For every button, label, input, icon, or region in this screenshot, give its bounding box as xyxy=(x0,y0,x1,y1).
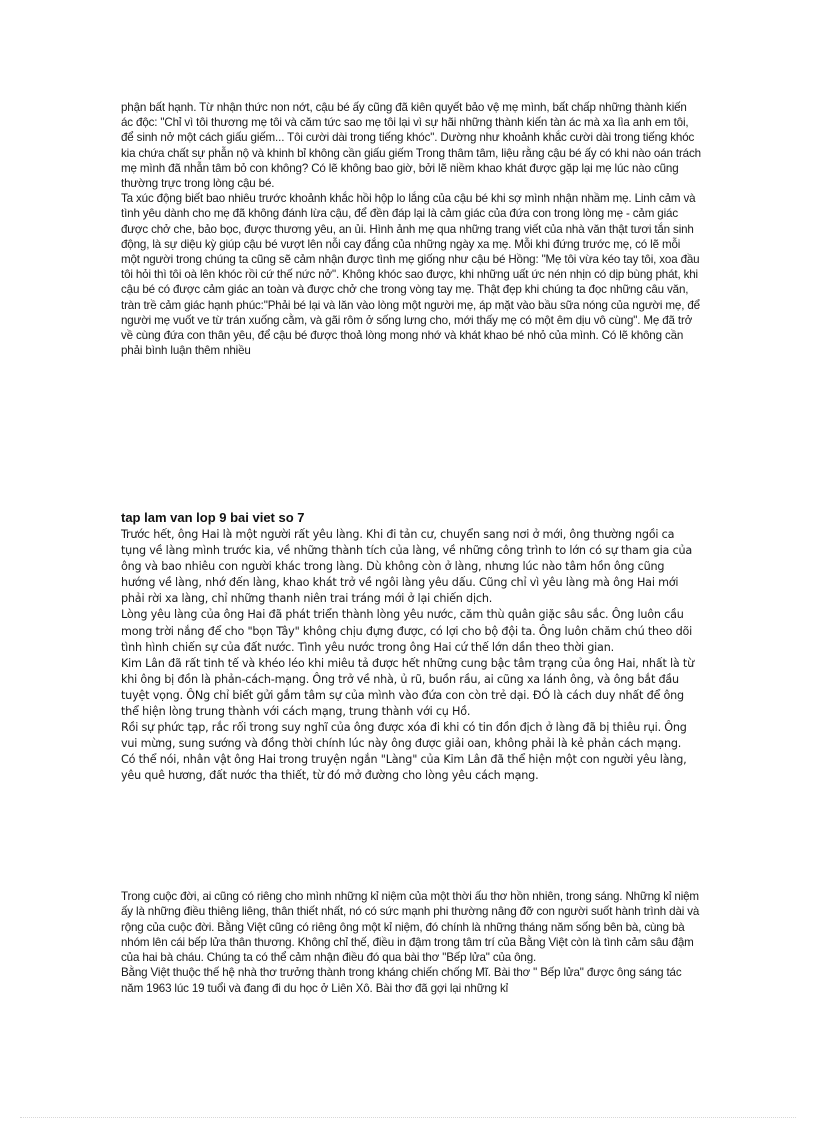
paragraph: Lòng yêu làng của ông Hai đã phát triển thành lòng yêu nước, căm thù quân giặc sâu sắc. Ông luôn cầu mong trời nắng để cho "bọn Tây" không chịu đựng được, có lợi cho bộ đội ta. Ông luôn chăm chú theo dõi tình hình chiến sự của đất nước. Tình yêu nước trong ông Hai cứ thế lớn dần theo thời gian. xyxy=(121,608,693,654)
paragraph: Ta xúc động biết bao nhiêu trước khoảnh khắc hồi hộp lo lắng của cậu bé khi sợ mình nhận nhầm mẹ. Linh cảm và tình yêu dành cho mẹ đã không đánh lừa cậu, để đền đáp lại là cảm giác của đứa con trong lòng mẹ - cảm giác được chở che, bảo bọc, được thương yêu, an ủi. Hình ảnh mẹ qua những trang viết của nhà văn thật tươi tắn sinh động, là sự diệu kỳ giúp cậu bé vượt lên nỗi cay đắng của những ngày xa mẹ. Mỗi khi đứng trước mẹ, có lẽ mỗi một người trong chúng ta cũng sẽ cảm nhận được tình mẹ giống như cậu bé Hồng: "Mẹ tôi vừa kéo tay tôi, xoa đầu tôi hỏi thì tôi oà lên khóc rồi cứ thế nức nở". Không khóc sao được, khi những uất ức nén nhịn có dịp bùng phát, khi cậu bé có được cảm giác an toàn và được chở che trong vòng tay mẹ. Thật đẹp khi chúng ta đọc những câu văn, tràn trề cảm giác hạnh phúc:"Phải bé lại và lăn vào lòng một người mẹ, áp mặt vào bầu sữa nóng của người mẹ, để người mẹ vuốt ve từ trán xuống cằm, và gãi rôm ở sống lưng cho, mới thấy mẹ có một êm dịu vô cùng". Mẹ đã trở về cùng đứa con thân yêu, để cậu bé được thoả lòng mong nhớ và khát khao bé nhỏ của mình. Có lẽ không cần phải bình luận thêm nhiều xyxy=(121,192,700,358)
essay-section-3 xyxy=(121,889,703,996)
paragraph: Trước hết, ông Hai là một người rất yêu làng. Khi đi tản cư, chuyển sang nơi ở mới, ông thường ngồi ca tụng về làng mình trước kia, về những thành tích của làng, về những công trình to lớn có sự tham gia của ông và bao nhiêu con người khác trong làng. Dù không còn ở làng, nhưng lúc nào tâm hồn ông cũng hướng về làng, nhớ đến làng, khao khát trở về ngôi làng yêu dấu. Cũng chỉ vì yêu làng mà ông Hai mới phải rời xa làng, chỉ những thanh niên trai tráng mới ở lại chiến dịch. xyxy=(121,528,693,606)
essay-section-2 xyxy=(121,527,699,785)
section-heading: tap lam van lop 9 bai viet so 7 xyxy=(121,510,305,525)
paragraph: Trong cuộc đời, ai cũng có riêng cho mình những kỉ niệm của một thời ấu thơ hồn nhiên, trong sáng. Những kỉ niệm ấy là những điều thiêng liêng, thân thiết nhất, nó có sức mạnh phi thường nâng đỡ con người suốt hành trình dài và rộng của cuộc đời. Bằng Việt cũng có riêng ông một kỉ niệm, đó chính là những tháng năm sống bên bà, cùng bà nhóm lên cái bếp lửa thân thương. Không chỉ thế, điều in đậm trong tâm trí của Bằng Việt còn là tình cảm sâu đậm của hai bà cháu. Chúng ta có thể cảm nhận điều đó qua bài thơ "Bếp lửa" của ông. xyxy=(121,890,700,965)
page-bottom-divider xyxy=(20,1117,796,1118)
paragraph: phận bất hạnh. Từ nhận thức non nớt, cậu bé ấy cũng đã kiên quyết bảo vệ mẹ mình, bất chấp những thành kiến ác độc: "Chỉ vì tôi thương mẹ tôi và căm tức sao mẹ tôi lại vì sự hãi những thành kiến tàn ác mà xa lìa anh em tôi, để sinh nở một cách giấu giếm... Tôi cười dài trong tiếng khóc". Dường như khoảnh khắc cười dài trong tiếng khóc kia chứa chất sự phẫn nộ và khinh bỉ không cần giấu giếm Trong thâm tâm, liệu rằng cậu bé ấy có khi nào oán trách mẹ mình đã nhẫn tâm bỏ con không? Có lẽ không bao giờ, bởi lẽ niềm khao khát được gặp lại mẹ lúc nào cũng thường trực trong lòng cậu bé. xyxy=(121,101,701,191)
paragraph: Bằng Việt thuộc thế hệ nhà thơ trưởng thành trong kháng chiến chống Mĩ. Bài thơ " Bếp lửa" được ông sáng tác năm 1963 lúc 19 tuổi và đang đi du học ở Liên Xô. Bài thơ đã gợi lại những kỉ xyxy=(121,966,682,995)
essay-section-1 xyxy=(121,100,701,358)
paragraph: Rồi sự phức tạp, rắc rối trong suy nghĩ của ông được xóa đi khi có tin đồn địch ở làng đã bị thiêu rụi. Ông vui mừng, sung sướng và đồng thời chính lúc này ông được giải oan, không phải là kẻ phản cách mạng. xyxy=(121,721,687,751)
paragraph: Kim Lân đã rất tinh tế và khéo léo khi miêu tả được hết những cung bậc tâm trạng của ông Hai, nhất là từ khi ông bị đồn là phản-cách-mạng. Ông trở về nhà, ủ rũ, buồn rầu, ai cũng xa lánh ông, và ông bắt đầu tuyệt vọng. ÔNg chỉ biết gửi gắm tâm sự của mình vào đứa con còn trẻ dại. ĐÓ là cách duy nhất để ông thể hiện lòng trung thành với cách mạng, trung thành với cụ Hồ. xyxy=(121,656,694,719)
paragraph: Có thể nói, nhân vật ông Hai trong truyện ngắn "Làng" của Kim Lân đã thể hiện một con người yêu làng, yêu quê hương, đất nước tha thiết, từ đó mở đường cho lòng yêu cách mạng. xyxy=(121,753,687,783)
